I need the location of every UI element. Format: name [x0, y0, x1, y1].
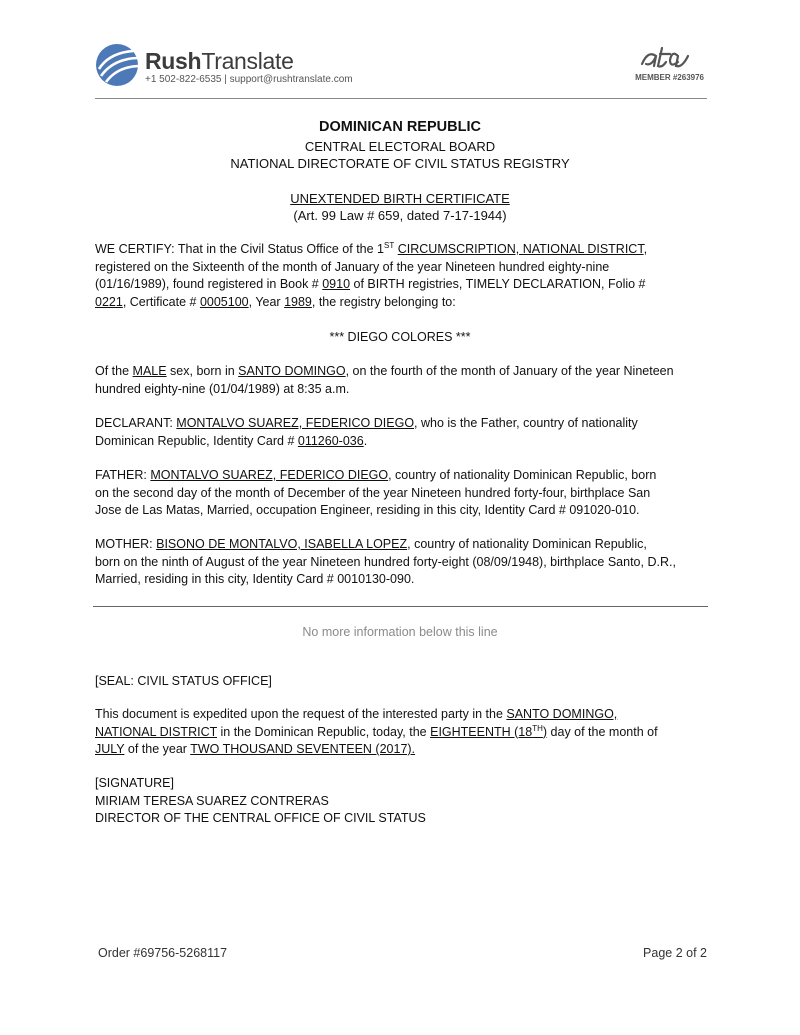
signature-block	[95, 775, 710, 828]
registrant-name: *** DIEGO COLORES ***	[329, 330, 471, 344]
sex-paragraph: Of the MALE sex, born in SANTO DOMINGO, on the fourth of the month of January of the year Nineteen hundred eighty-nine (01/04/1989) at 8:35 a.m.	[95, 364, 674, 396]
rushtranslate-logo-icon	[95, 43, 139, 87]
brand-name: RushTranslate	[145, 48, 294, 74]
ata-logo-icon	[638, 42, 704, 72]
contact-info: +1 502-822-6535 | support@rushtranslate.com	[145, 74, 353, 85]
mother-paragraph: MOTHER: BISONO DE MONTALVO, ISABELLA LOPEZ, country of nationality Dominican Republic, born on the ninth of August of the year Nineteen hundred forty-eight (08/09/1948), birthplace Santo, D.R., Married, residing in this city, Identity Card # 0010130-090.	[95, 537, 676, 586]
law-reference: (Art. 99 Law # 659, dated 7-17-1944)	[293, 208, 507, 223]
directorate-title: NATIONAL DIRECTORATE OF CIVIL STATUS REGISTRY	[230, 156, 570, 171]
page-number: Page 2 of 2	[643, 946, 707, 960]
order-number: Order #69756-5268117	[98, 946, 228, 960]
signatory-name: MIRIAM TERESA SUAREZ CONTRERAS	[95, 793, 329, 808]
certify-paragraph: WE CERTIFY: That in the Civil Status Office of the 1ST CIRCUMSCRIPTION, NATIONAL DISTRICT, registered on the Sixteenth of the month of January of the year Nineteen hundred eighty-nine (01/16/1989), found registered in Book # 0910 of BIRTH registries, TIMELY DECLARATION, Folio # 0221, Certificate # 0005100, Year 1989, the registry belonging to:	[95, 240, 648, 309]
expedited-paragraph: This document is expedited upon the request of the interested party in the SANTO DOMINGO, NATIONAL DISTRICT in the Dominican Republic, today, the EIGHTEENTH (18TH) day of the month of JULY of the year TWO THOUSAND SEVENTEEN (2017).	[95, 707, 658, 756]
board-title: CENTRAL ELECTORAL BOARD	[304, 139, 496, 154]
signatory-title: DIRECTOR OF THE CENTRAL OFFICE OF CIVIL STATUS	[95, 811, 426, 825]
father-paragraph: FATHER: MONTALVO SUAREZ, FEDERICO DIEGO, country of nationality Dominican Republic, born on the second day of the month of December of the year Nineteen hundred forty-four, birthplace San Jose de Las Matas, Married, occupation Engineer, residing in this city, Identity Card # 091020-010.	[95, 468, 657, 517]
declarant-paragraph: DECLARANT: MONTALVO SUAREZ, FEDERICO DIEGO, who is the Father, country of nationality Dominican Republic, Identity Card # 011260-036.	[95, 416, 638, 448]
letterhead	[95, 40, 707, 99]
country-title: DOMINICAN REPUBLIC	[319, 119, 481, 135]
divider	[93, 606, 708, 607]
seal-note: [SEAL: CIVIL STATUS OFFICE]	[95, 674, 272, 688]
ata-member-number: MEMBER #263976	[635, 73, 704, 82]
no-more-info-note: No more information below this line	[302, 625, 498, 639]
signature-label: [SIGNATURE]	[95, 776, 174, 790]
certificate-title: UNEXTENDED BIRTH CERTIFICATE	[290, 191, 510, 206]
